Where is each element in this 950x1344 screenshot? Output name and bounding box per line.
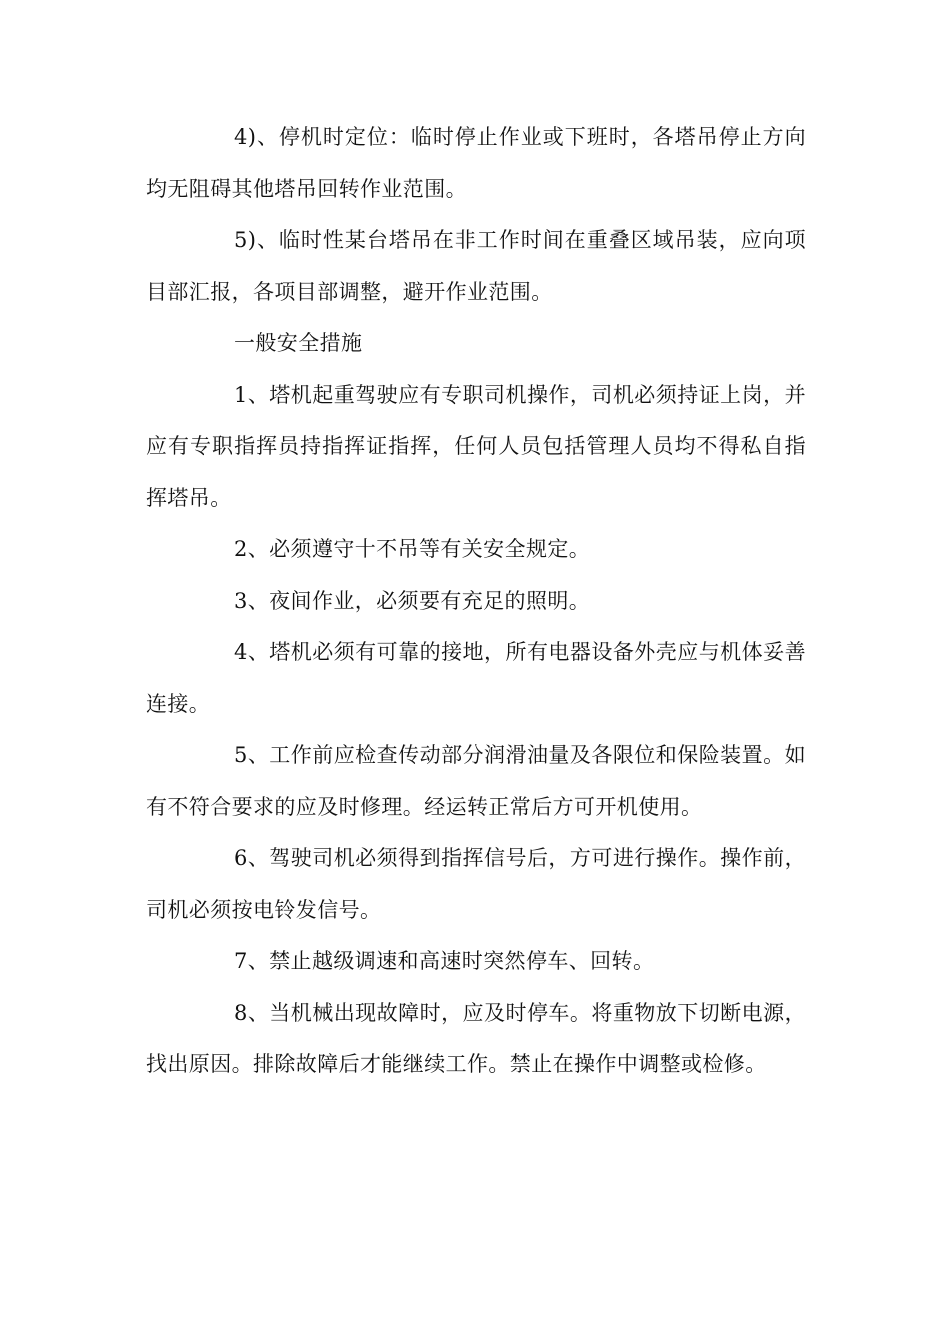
paragraph-measure-7: 7、禁止越级调速和高速时突然停车、回转。 (234, 949, 655, 973)
paragraph-measure-5: 5、工作前应检查传动部分润滑油量及各限位和保险装置。如有不符合要求的应及时修理。经运转正常后方可开机使用。 (146, 743, 806, 819)
paragraph-measure-1: 1、塔机起重驾驶应有专职司机操作，司机必须持证上岗，并应有专职指挥员持指挥证指挥，任何人员包括管理人员均不得私自指挥塔吊。 (146, 382, 806, 510)
paragraph-measure-3: 3、夜间作业，必须要有充足的照明。 (234, 588, 591, 613)
paragraph-measure-6: 6、驾驶司机必须得到指挥信号后，方可进行操作。操作前，司机必须按电铃发信号。 (146, 846, 806, 922)
paragraph-overlap-hoisting: 5)、临时性某台塔吊在非工作时间在重叠区域吊装，应向项目部汇报，各项目部调整，避开作业范围。 (146, 228, 806, 304)
paragraph-measure-4: 4、塔机必须有可靠的接地，所有电器设备外壳应与机体妥善连接。 (146, 640, 806, 716)
document-body (146, 112, 806, 1091)
paragraph-stop-positioning: 4)、停机时定位：临时停止作业或下班时，各塔吊停止方向均无阻碍其他塔吊回转作业范围。 (146, 125, 806, 201)
paragraph-measure-2: 2、必须遵守十不吊等有关安全规定。 (234, 537, 591, 561)
paragraph-measure-8: 8、当机械出现故障时，应及时停车。将重物放下切断电源，找出原因。排除故障后才能继续工作。禁止在操作中调整或检修。 (146, 1000, 806, 1076)
section-heading-general-safety: 一般安全措施 (234, 331, 363, 355)
